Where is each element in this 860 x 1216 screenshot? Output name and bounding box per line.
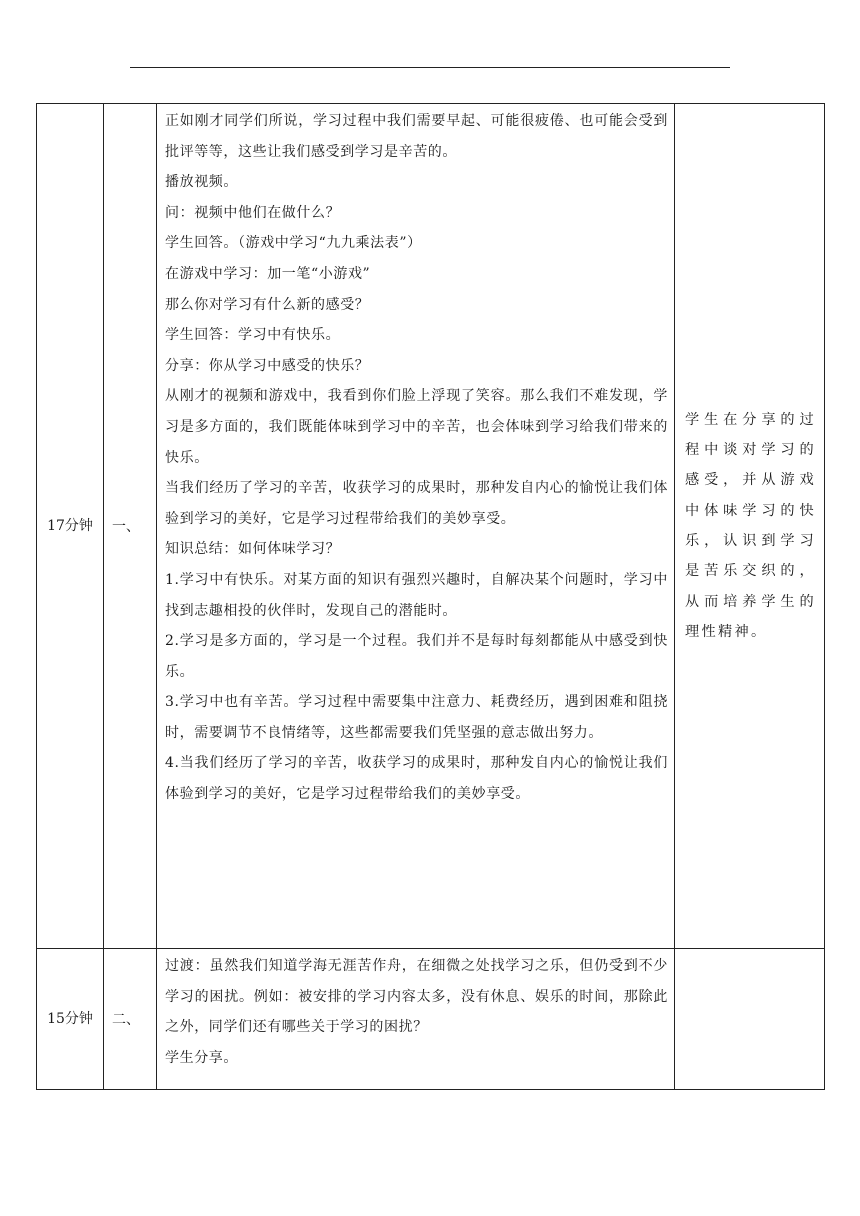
content-paragraph: 2.学习是多方面的，学习是一个过程。我们并不是每时每刻都能从中感受到快乐。 [165, 633, 668, 680]
time-cell: 15分钟 [37, 949, 104, 1090]
content-paragraph: 从刚才的视频和游戏中，我看到你们脸上浮现了笑容。那么我们不难发现，学习是多方面的，我们既能体味到学习中的辛苦，也会体味到学习给我们带来的快乐。 [165, 388, 668, 466]
table-row [37, 949, 825, 1090]
content-paragraph: 学生分享。 [165, 1049, 238, 1066]
content-cell [157, 104, 675, 949]
content-paragraph: 在游戏中学习：加一笔“小游戏” [165, 265, 371, 282]
content-paragraph: 4.当我们经历了学习的辛苦，收获学习的成果时，那种发自内心的愉悦让我们体验到学习的美好，它是学习过程带给我们的美妙享受。 [165, 755, 668, 803]
intent-cell [675, 104, 825, 949]
content-paragraph: 知识总结：如何体味学习？ [165, 541, 341, 558]
content-paragraph: 1.学习中有快乐。对某方面的知识有强烈兴趣时，自解决某个问题时，学习中找到志趣相投的伙伴时，发现自己的潜能时。 [165, 571, 668, 619]
intent-text: 学生在分享的过程中谈对学习的感受，并从游戏中体味学习的快乐，认识到学习是苦乐交织的，从而培养学生的理性精神。 [685, 411, 816, 640]
content-paragraph: 当我们经历了学习的辛苦，收获学习的成果时，那种发自内心的愉悦让我们体验到学习的美好，它是学习过程带给我们的美妙享受。 [165, 480, 668, 527]
header-rule [130, 67, 730, 68]
content-paragraph: 过渡：虽然我们知道学海无涯苦作舟，在细微之处找学习之乐，但仍受到不少学习的困扰。例如：被安排的学习内容太多，没有休息、娱乐的时间，那除此之外，同学们还有哪些关于学习的困扰？ [165, 958, 668, 1036]
content-paragraph: 分享：你从学习中感受的快乐？ [165, 357, 370, 374]
content-paragraph: 播放视频。 [165, 174, 238, 191]
content-paragraph: 学生回答：学习中有快乐。 [165, 327, 341, 344]
content-paragraph: 学生回答。（游戏中学习“九九乘法表”） [165, 235, 422, 252]
time-cell: 17分钟 [37, 104, 104, 949]
step-cell: 二、 [104, 949, 157, 1090]
content-paragraph: 正如刚才同学们所说，学习过程中我们需要早起、可能很疲倦、也可能会受到批评等等，这些让我们感受到学习是辛苦的。 [165, 113, 668, 160]
content-paragraph: 3.学习中也有辛苦。学习过程中需要集中注意力、耗费经历，遇到困难和阻挠时，需要调节不良情绪等，这些都需要我们凭坚强的意志做出努力。 [165, 694, 668, 741]
table-row [37, 104, 825, 949]
content-paragraph: 问：视频中他们在做什么？ [165, 204, 341, 221]
content-paragraph: 那么你对学习有什么新的感受？ [165, 296, 370, 313]
content-cell [157, 949, 675, 1090]
lesson-plan-table [36, 103, 825, 1090]
intent-cell [675, 949, 825, 1090]
step-cell: 一、 [104, 104, 157, 949]
